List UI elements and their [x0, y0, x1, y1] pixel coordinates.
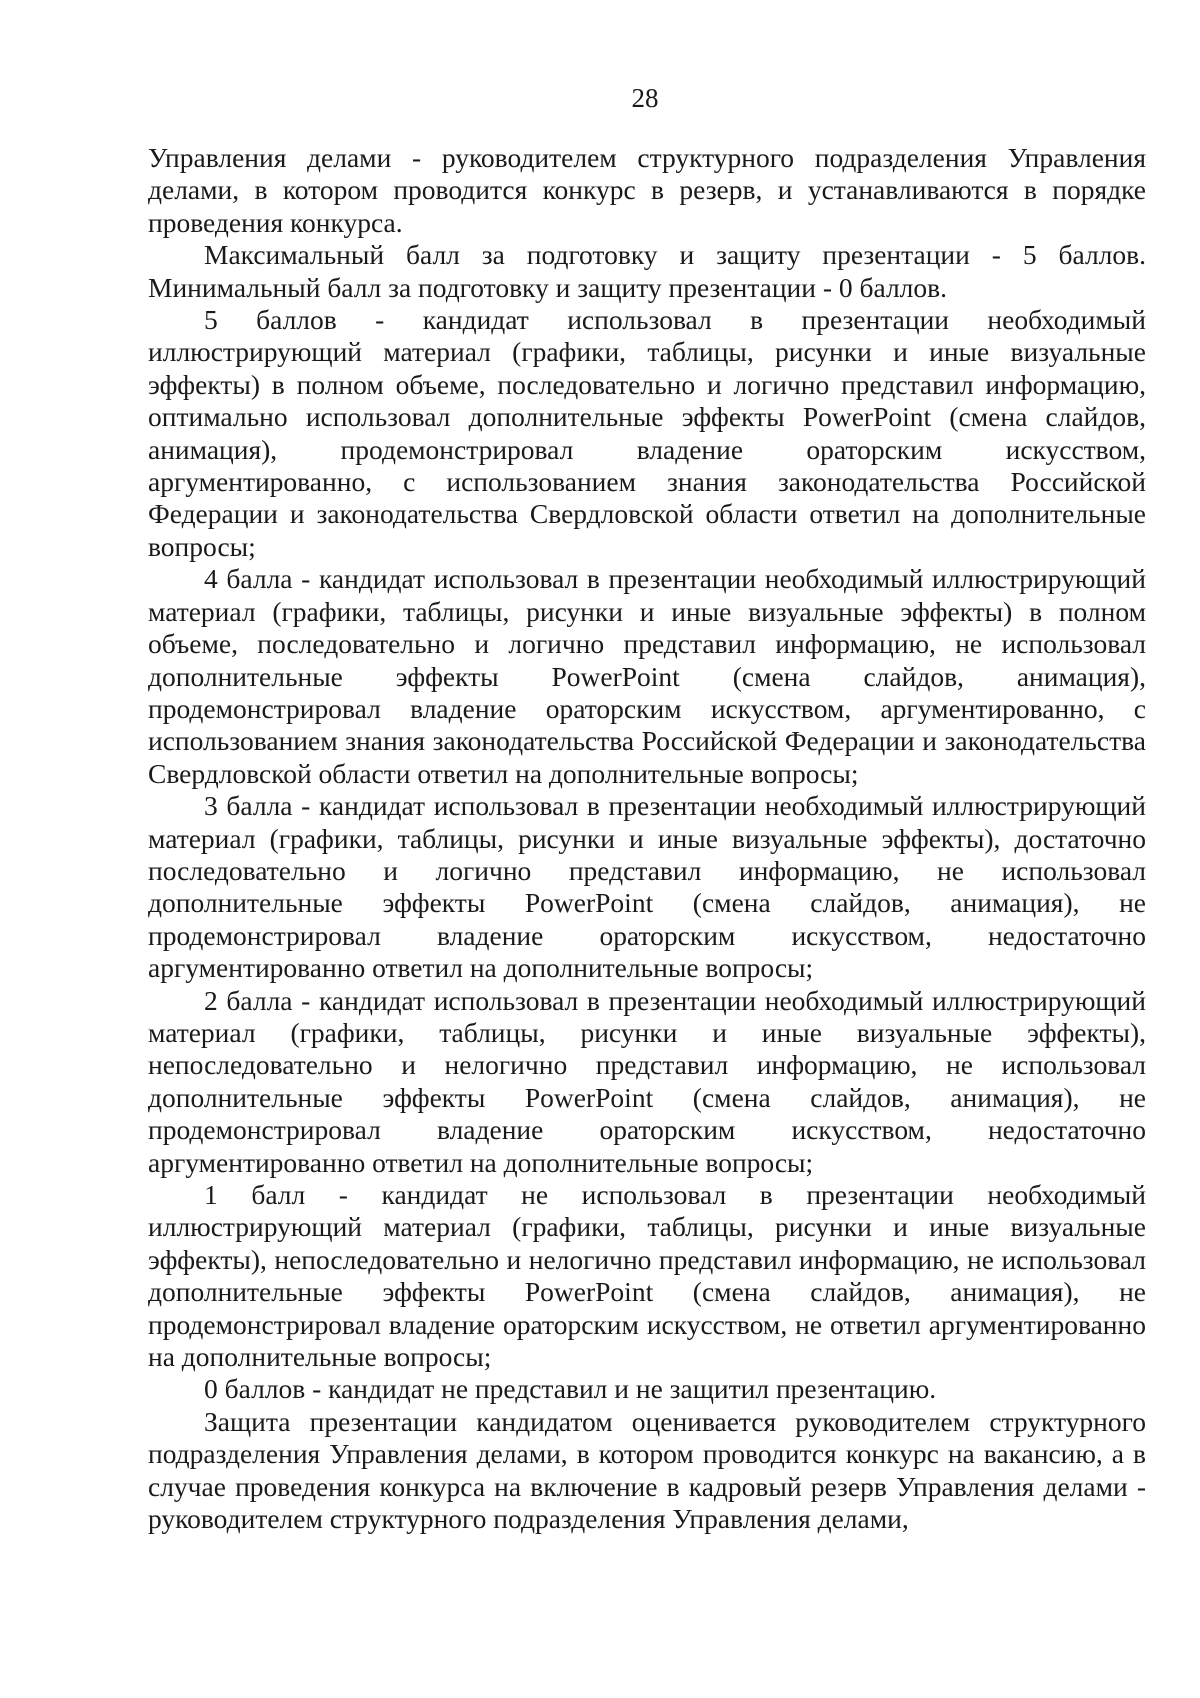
document-body [148, 142, 1146, 1535]
paragraph: 4 балла - кандидат использовал в презентации необходимый иллюстрирующий материал (графики, таблицы, рисунки и иные визуальные эффекты) в полном объеме, последовательно и логично представил информацию, не использовал дополнительные эффекты PowerPoint (смена слайдов, анимация), продемонстрировал владение ораторским искусством, аргументированно, с использованием знания законодательства Российской Федерации и законодательства Свердловской области ответил на дополнительные вопросы; [148, 563, 1146, 789]
paragraph: 0 баллов - кандидат не представил и не защитил презентацию. [204, 1373, 937, 1405]
paragraph: 2 балла - кандидат использовал в презентации необходимый иллюстрирующий материал (графики, таблицы, рисунки и иные визуальные эффекты), непоследовательно и нелогично представил информацию, не использовал дополнительные эффекты PowerPoint (смена слайдов, анимация), не продемонстрировал владение ораторским искусством, недостаточно аргументированно ответил на дополнительные вопросы; [148, 984, 1146, 1178]
paragraph: 3 балла - кандидат использовал в презентации необходимый иллюстрирующий материал (графики, таблицы, рисунки и иные визуальные эффекты), достаточно последовательно и логично представил информацию, не использовал дополнительные эффекты PowerPoint (смена слайдов, анимация), не продемонстрировал владение ораторским искусством, недостаточно аргументированно ответил на дополнительные вопросы; [148, 790, 1146, 984]
paragraph: Управления делами - руководителем структурного подразделения Управления делами, в котором проводится конкурс в резерв, и устанавливаются в порядке проведения конкурса. [148, 142, 1146, 238]
page-number: 28 [631, 83, 659, 113]
paragraph: Максимальный балл за подготовку и защиту презентации - 5 баллов. Минимальный балл за подготовку и защиту презентации - 0 баллов. [148, 239, 1146, 303]
paragraph: 5 баллов - кандидат использовал в презентации необходимый иллюстрирующий материал (графики, таблицы, рисунки и иные визуальные эффекты) в полном объеме, последовательно и логично представил информацию, оптимально использовал дополнительные эффекты PowerPoint (смена слайдов, анимация), продемонстрировал владение ораторским искусством, аргументированно, с использованием знания законодательства Российской Федерации и законодательства Свердловской области ответил на дополнительные вопросы; [148, 304, 1146, 562]
paragraph: Защита презентации кандидатом оценивается руководителем структурного подразделения Управления делами, в котором проводится конкурс на вакансию, а в случае проведения конкурса на включение в кадровый резерв Управления делами - руководителем структурного подразделения Управления делами, [148, 1405, 1146, 1535]
paragraph: 1 балл - кандидат не использовал в презентации необходимый иллюстрирующий материал (графики, таблицы, рисунки и иные визуальные эффекты), непоследовательно и нелогично представил информацию, не использовал дополнительные эффекты PowerPoint (смена слайдов, анимация), не продемонстрировал владение ораторским искусством, не ответил аргументированно на дополнительные вопросы; [148, 1179, 1146, 1373]
